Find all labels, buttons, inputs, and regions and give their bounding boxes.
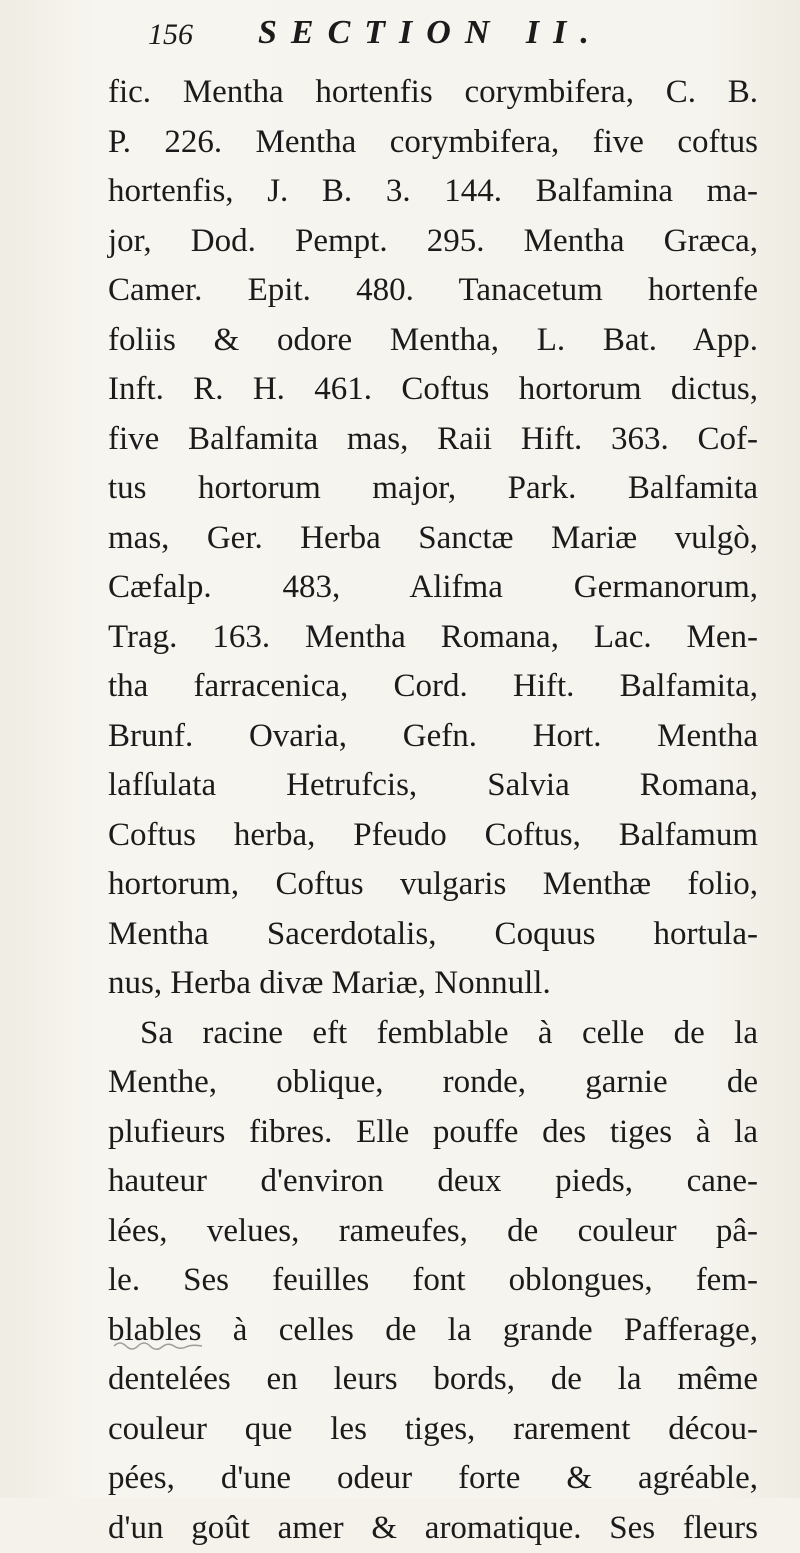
text-line: pées, d'une odeur forte & agréable,: [108, 1454, 758, 1504]
text-line: lafſulata Hetrufcis, Salvia Romana,: [108, 761, 758, 811]
text-line: Inft. R. H. 461. Coftus hortorum dictus,: [108, 365, 758, 415]
text-line: Coftus herba, Pfeudo Coftus, Balfamum: [108, 811, 758, 861]
text-line: dentelées en leurs bords, de la même: [108, 1355, 758, 1405]
text-line: Trag. 163. Mentha Romana, Lac. Men-: [108, 613, 758, 663]
ink-smudge-mark: [112, 1338, 207, 1352]
text-line: Mentha Sacerdotalis, Coquus hortula-: [108, 910, 758, 960]
text-line: five Balfamita mas, Raii Hift. 363. Cof-: [108, 415, 758, 465]
text-line: jor, Dod. Pempt. 295. Mentha Græca,: [108, 217, 758, 267]
text-line: hortorum, Coftus vulgaris Menthæ folio,: [108, 860, 758, 910]
page-header: [148, 14, 708, 74]
text-line: foliis & odore Mentha, L. Bat. App.: [108, 316, 758, 366]
page-number: 156: [148, 18, 193, 52]
text-line: Brunf. Ovaria, Gefn. Hort. Mentha: [108, 712, 758, 762]
text-line: d'un goût amer & aromatique. Ses fleurs: [108, 1504, 758, 1553]
text-line: Camer. Epit. 480. Tanacetum hortenfe: [108, 266, 758, 316]
section-title: SECTION II.: [258, 14, 603, 52]
text-line: tha farracenica, Cord. Hift. Balfamita,: [108, 662, 758, 712]
text-line: lées, velues, rameufes, de couleur pâ-: [108, 1207, 758, 1257]
text-line: blables à celles de la grande Pafferage,: [108, 1306, 758, 1356]
body-text: [108, 68, 758, 1553]
text-line: mas, Ger. Herba Sanctæ Mariæ vulgò,: [108, 514, 758, 564]
text-line: couleur que les tiges, rarement décou-: [108, 1405, 758, 1455]
text-line: nus, Herba divæ Mariæ, Nonnull.: [108, 959, 758, 1009]
text-line: hortenfis, J. B. 3. 144. Balfamina ma-: [108, 167, 758, 217]
text-line: hauteur d'environ deux pieds, cane-: [108, 1157, 758, 1207]
text-line: tus hortorum major, Park. Balfamita: [108, 464, 758, 514]
text-line: P. 226. Mentha corymbifera, five coftus: [108, 118, 758, 168]
text-line: Menthe, oblique, ronde, garnie de: [108, 1058, 758, 1108]
text-line: fic. Mentha hortenfis corymbifera, C. B.: [108, 68, 758, 118]
scribble-icon: [112, 1338, 207, 1352]
paragraph-first-line: Sa racine eft femblable à celle de la: [108, 1009, 758, 1059]
text-line: le. Ses feuilles font oblongues, fem-: [108, 1256, 758, 1306]
text-line: Cæfalp. 483, Alifma Germanorum,: [108, 563, 758, 613]
text-line: plufieurs fibres. Elle pouffe des tiges à la: [108, 1108, 758, 1158]
